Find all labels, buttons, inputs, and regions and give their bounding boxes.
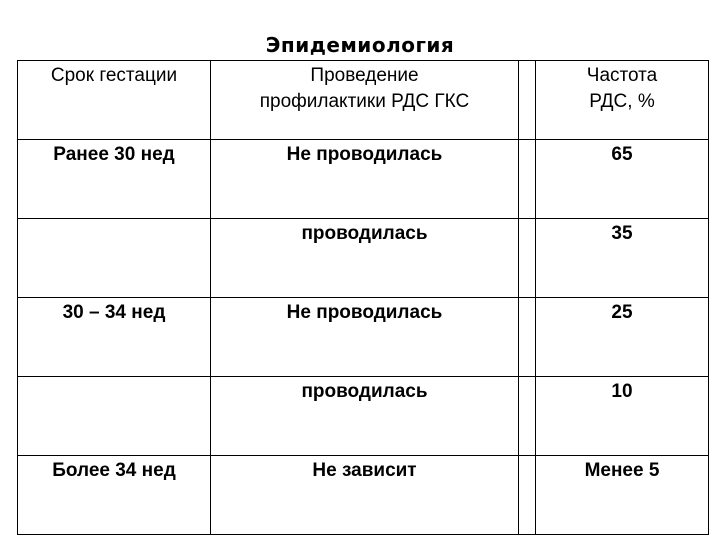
cell-prevention: Не проводилась [211, 298, 519, 377]
table-header-row [18, 61, 709, 140]
cell-frequency: 65 [536, 140, 709, 219]
cell-term: 30 – 34 нед [18, 298, 211, 377]
cell-term [18, 219, 211, 298]
cell-prevention: проводилась [211, 219, 519, 298]
cell-empty [519, 219, 536, 298]
header-prevention [211, 61, 519, 140]
header-prevention-line2: профилактики РДС ГКС [259, 91, 470, 112]
table-row [18, 377, 709, 456]
page-title: Эпидемиология [265, 33, 455, 57]
header-frequency [536, 61, 709, 140]
header-frequency-line1: Частота [586, 65, 658, 86]
header-prevention-line1: Проведение [310, 65, 419, 86]
cell-prevention: Не проводилась [211, 140, 519, 219]
cell-frequency: 10 [536, 377, 709, 456]
cell-prevention: проводилась [211, 377, 519, 456]
cell-empty [519, 377, 536, 456]
table-row [18, 219, 709, 298]
data-table [17, 60, 709, 535]
table-row [18, 456, 709, 535]
table-row [18, 140, 709, 219]
cell-empty [519, 456, 536, 535]
cell-empty [519, 298, 536, 377]
cell-empty [519, 140, 536, 219]
header-term: Срок гестации [18, 61, 211, 140]
cell-frequency: 35 [536, 219, 709, 298]
table-row [18, 298, 709, 377]
cell-prevention: Не зависит [211, 456, 519, 535]
cell-term [18, 377, 211, 456]
header-empty [519, 61, 536, 140]
cell-frequency: 25 [536, 298, 709, 377]
header-frequency-line2: РДС, % [589, 91, 655, 112]
cell-term: Ранее 30 нед [18, 140, 211, 219]
cell-frequency: Менее 5 [536, 456, 709, 535]
cell-term: Более 34 нед [18, 456, 211, 535]
